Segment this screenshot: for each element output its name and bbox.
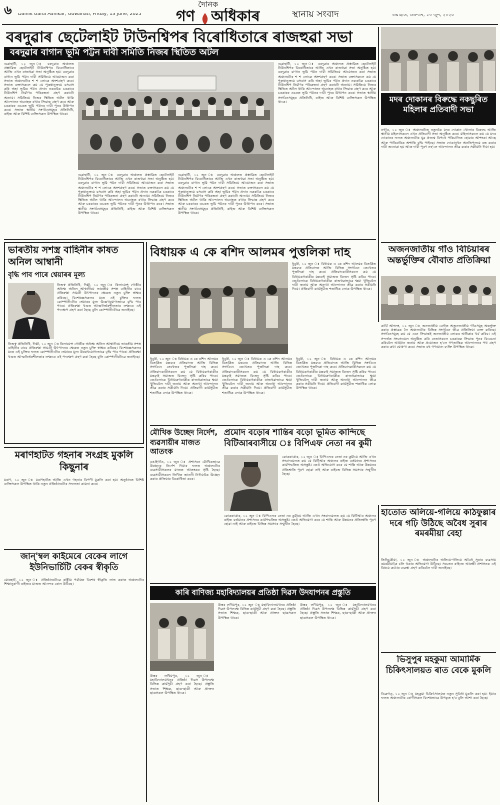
- lead-body-col1: গুৱাহাটী, ১২ জুন ঃ বৰদুৱাৰ অঞ্চলত প্ৰস্তাৱিত ছেটেলাইট টাউনশ্বিপৰ বিৰোধিতাৰে আজি এখন ৰাজহুৱা সভা অনুষ্ঠিত হয়। বৰদুৱাৰ বাগান ভূমি পট্টন দাবী সমিতিয়ে আয়োজন কৰা সভাত অঞ্চলটোৰ শ শ লোকে অংশগ্ৰহণ কৰে। সভাত বক্তাসকলে কয় যে পুৰুষানুক্ৰমে বসবাস কৰি অহা ভূমিৰ পট্টন প্ৰদান নকৰাকৈ চৰকাৰে টাউনশ্বিপ নিৰ্মাণৰ পৰিকল্পনা গ্ৰহণ কৰাটো অন্যায়। সমিতিয়ে নিজৰ স্থিতিত অটল থাকি আন্দোলন অব্যাহত ৰখাৰ সিদ্ধান্ত গ্ৰহণ কৰে আৰু চৰকাৰৰ ওচৰত ভূমি পট্টনৰ দাবী পুনৰ উত্থাপন কৰে। সভাত স্থানীয় সংগঠনসমূহৰ প্ৰতিনিধি, ৰাইজ আৰু বিশিষ্ট ব্যক্তিসকল উপস্থিত থাকে।: [4, 62, 74, 117]
- left-low2-headline: জান্'ম্বল কাইমেৰে বেকেৰ লাগে ইউনিভাৰ্চিটি বেকৰ স্বীকৃতি: [20, 552, 128, 573]
- paper-name-part2: অধিকাৰ: [211, 8, 260, 25]
- bottom-right-top-rule: [381, 652, 496, 653]
- lead-body-col3: গুৱাহাটী, ১২ জুন ঃ বৰদুৱাৰ অঞ্চলত প্ৰস্তাৱিত ছেটেলাইট টাউনশ্বিপৰ বিৰোধিতাৰে আজি এখন ৰাজহুৱা সভা অনুষ্ঠিত হয়। বৰদুৱাৰ বাগান ভূমি পট্টন দাবী সমিতিয়ে আয়োজন কৰা সভাত অঞ্চলটোৰ শ শ লোকে অংশগ্ৰহণ কৰে। সভাত বক্তাসকলে কয় যে পুৰুষানুক্ৰমে বসবাস কৰি অহা ভূমিৰ পট্টন প্ৰদান নকৰাকৈ চৰকাৰে টাউনশ্বিপ নিৰ্মাণৰ পৰিকল্পনা গ্ৰহণ কৰাটো অন্যায়। সমিতিয়ে নিজৰ স্থিতিত অটল থাকি আন্দোলন অব্যাহত ৰখাৰ সিদ্ধান্ত গ্ৰহণ কৰে আৰু চৰকাৰৰ ওচৰত ভূমি পট্টনৰ দাবী পুনৰ উত্থাপন কৰে। সভাত স্থানীয় সংগঠনসমূহৰ প্ৰতিনিধি, ৰাইজ আৰু বিশিষ্ট ব্যক্তিসকল উপস্থিত থাকে।: [178, 173, 274, 215]
- mid-right-body-col2: কোকৰাঝাৰ, ১২ জুন ঃ বিপিএফৰ নেতা নৰ কুমীয়ে আজি এখন সংবাদমেলত কয় যে বিটিআৰ অঞ্চলৰ ৰাইজ বৰ্তমানৰ প্ৰশাসনৰ কাৰ্যপদ্ধতিত অসন্তুষ্ট। তেওঁ অভিযোগ কৰে যে শান্তি আৰু উন্নয়নৰ প্ৰতিশ্ৰুতি পূৰণ হোৱা নাই আৰু ৰাইজে বিভিন্ন সমস্যাৰ সন্মুখীন হৈছে।: [224, 514, 376, 527]
- bottom-center-headline: কাৰি বাণিজ্য মহাবিদ্যালয়ৰ প্ৰতিষ্ঠা দিৱস উদযাপনৰ প্ৰস্তুতি: [150, 586, 376, 600]
- lead-bottom-rule: [4, 239, 376, 240]
- left-low2-body: যোৰহাট, ১২ জুন ঃ প্ৰতিষ্ঠানটোৱে ৰাষ্ট্ৰীয় পৰ্যায়ত বিশেষ স্বীকৃতি লাভ কৰাত অঞ্চলটোৰ শিক্ষানুৰাগী ৰাইজৰ মাজত আনন্দৰ ৰোল উঠিছে।: [4, 578, 144, 587]
- vertical-rule-right: [378, 27, 379, 322]
- left-low-top-rule: [4, 447, 144, 448]
- ambani-body: নিজস্ব প্ৰতিনিধি, দিল্লী, ১২ জুন ঃ ৰিলায়েন্স গোষ্ঠীৰ অধ্যক্ষ অনিল আম্বানীয়ে ভাৰতীয় সশস্ত্ৰ বাহিনীৰ বাবে প্ৰতিৰক্ষা সামগ্ৰী উৎপাদনৰ ক্ষেত্ৰত নতুন চুক্তি স্বাক্ষৰ কৰিছে। বিশেষজ্ঞসকলৰ মতে এই চুক্তিৰ ফলত কোম্পানীটোৰ শ্বেয়াৰৰ মূল্য উল্লেখযোগ্যভাৱে বৃদ্ধি পাব পাৰে। প্ৰতিৰক্ষা খণ্ডত আত্মনিৰ্ভৰশীলতাৰ লক্ষ্যৰে এই পদক্ষেপ গ্ৰহণ কৰা হৈছে বুলি কোম্পানীটোৱে জনাইছে।: [57, 283, 141, 313]
- right-mid-headline: অজনজাতীয় গাঁও বিচিয়াৰৰ অন্তৰ্ভুক্তিৰ বৌবাত প্ৰতিক্ৰিয়া: [387, 245, 491, 266]
- center-body-col4: ধুবুৰী, ১২ জুন ঃ বিধায়ক এ কে ৰশিদ আলমৰ বিতৰ্কিত মন্তব্যৰ প্ৰতিবাদত আজি বিভিন্ন সংগঠনে তেখেতৰ পুত্তলিকা দাহ কৰে। প্ৰতিবাদকাৰীসকলে কয় যে বিধায়কগৰাকীৰ মন্তব্যই সমাজত বিভেদ সৃষ্টি কৰিব পাৰে। তেওঁলোকে বিধায়কগৰাকীক ৰাজহুৱাভাৱে ক্ষমা খুজিবলৈ দাবী জনায় আৰু অন্যথা আন্দোলন তীব্ৰ কৰাৰ সকীয়নি দিয়ে। প্ৰতিবাদী কাৰ্যসূচীত শতাধিক লোক উপস্থিত থাকে।: [296, 357, 376, 391]
- center-body-col2: ধুবুৰী, ১২ জুন ঃ বিধায়ক এ কে ৰশিদ আলমৰ বিতৰ্কিত মন্তব্যৰ প্ৰতিবাদত আজি বিভিন্ন সংগঠনে তেখেতৰ পুত্তলিকা দাহ কৰে। প্ৰতিবাদকাৰীসকলে কয় যে বিধায়কগৰাকীৰ মন্তব্যই সমাজত বিভেদ সৃষ্টি কৰিব পাৰে। তেওঁলোকে বিধায়কগৰাকীক ৰাজহুৱাভাৱে ক্ষমা খুজিবলৈ দাবী জনায় আৰু অন্যথা আন্দোলন তীব্ৰ কৰাৰ সকীয়নি দিয়ে। প্ৰতিবাদী কাৰ্যসূচীত শতাধিক লোক উপস্থিত থাকে।: [150, 357, 218, 395]
- left-low2-top-rule: [4, 549, 144, 550]
- right-top-body: নগাঁও, ১২ জুন ঃ অঞ্চলটোত নতুনকৈ মদৰ দোকান খোলাৰ বিৰুদ্ধে আজি স্থানীয় মহিলাসকলে এখন প্ৰতিবাদী সভা অনুষ্ঠিত কৰে। মহিলাসকলে কয় যে মদৰ দোকানৰ ফলত অঞ্চলটোৰ যুৱ প্ৰজন্ম বিপথে পৰিচালিত হোৱাৰ আশংকা আছে আৰু পাৰিবাৰিক অশান্তি বৃদ্ধি পাইছে। সভাত দোকানখন অনতিপলমে বন্ধ কৰাৰ দাবী জনোৱা হয় আৰু দাবী পূৰণ নহ'লে আন্দোলন তীব্ৰ কৰাৰ সকীয়নি দিয়া হয়।: [381, 128, 496, 149]
- section-name: স্থানীয় সংবাদ: [292, 11, 339, 20]
- mid-right-photo: [224, 455, 278, 511]
- center-bottom-rule: [150, 425, 376, 426]
- bottom-center-body-col1: উত্তৰ লখিমপুৰ, ১২ জুন ঃ মহাবিদ্যালয়খনৰ প্ৰতিষ্ঠা দিৱস উপলক্ষে বিভিন্ন কাৰ্যসূচী গ্ৰহণ কৰা হৈছে। প্ৰস্তুতি সভাত শিক্ষক, ছাত্ৰ-ছাত্ৰী আৰু প্ৰাক্তন ছাত্ৰসকল উপস্থিত থাকে।: [218, 603, 296, 620]
- lead-subheadline: বৰদুৱাৰ বাগান ভূমি পট্টন দাবী সমিতি নিজৰ স্থিতিত অটল: [4, 47, 376, 60]
- right-top-bottom-rule: [381, 242, 496, 243]
- vertical-rule-left: [146, 242, 147, 802]
- mid-right-headline: প্ৰমোদ বড়োৰ শান্তিৰ বড়ো ভূমিত কান্দিছে বিটিআৰবাসীয়ে ঃ বিপিএফ নেতা নৰ কুমী: [224, 428, 372, 449]
- right-top-headline: মদৰ দোকানৰ বিৰুদ্ধে নকছুৰিত মহিলাৰ প্ৰতিবাদী সভা: [381, 93, 496, 125]
- right-top-photo: [381, 27, 496, 91]
- lead-photo: [78, 62, 274, 170]
- mid-left-headline: মৌখিক উচ্ছেদ নিৰ্দেশ, ব্যৱসায়ীৰ মাজত আতংক: [150, 428, 218, 456]
- assamese-dateline: গুৱাহাটী, শুক্ৰবাৰ, ১৩ জুন, ২০২৫: [392, 14, 455, 18]
- center-headline: বিধায়ক এ কে ৰশিদ আলমৰ পুত্তলিকা দাহ: [150, 245, 351, 259]
- mid-left-body: বঙাইগাঁও, ১২ জুন ঃ প্ৰশাসনে মৌখিকভাৱে উচ্ছেদৰ নিৰ্দেশ দিয়াৰ ফলত অঞ্চলটোৰ ব্যৱসায়ীসকলৰ মাজত আতংকৰ সৃষ্টি হৈছে। ব্যৱসায়ীসকলে লিখিত জাননী নিদিয়াকৈ উচ্ছেদ কৰাৰ প্ৰক্ৰিয়াৰ বিৰোধিতা কৰে।: [150, 460, 220, 481]
- lead-body-col2: গুৱাহাটী, ১২ জুন ঃ বৰদুৱাৰ অঞ্চলত প্ৰস্তাৱিত ছেটেলাইট টাউনশ্বিপৰ বিৰোধিতাৰে আজি এখন ৰাজহুৱা সভা অনুষ্ঠিত হয়। বৰদুৱাৰ বাগান ভূমি পট্টন দাবী সমিতিয়ে আয়োজন কৰা সভাত অঞ্চলটোৰ শ শ লোকে অংশগ্ৰহণ কৰে। সভাত বক্তাসকলে কয় যে পুৰুষানুক্ৰমে বসবাস কৰি অহা ভূমিৰ পট্টন প্ৰদান নকৰাকৈ চৰকাৰে টাউনশ্বিপ নিৰ্মাণৰ পৰিকল্পনা গ্ৰহণ কৰাটো অন্যায়। সমিতিয়ে নিজৰ স্থিতিত অটল থাকি আন্দোলন অব্যাহত ৰখাৰ সিদ্ধান্ত গ্ৰহণ কৰে আৰু চৰকাৰৰ ওচৰত ভূমি পট্টনৰ দাবী পুনৰ উত্থাপন কৰে। সভাত স্থানীয় সংগঠনসমূহৰ প্ৰতিনিধি, ৰাইজ আৰু বিশিষ্ট ব্যক্তিসকল উপস্থিত থাকে।: [78, 173, 174, 215]
- masthead-rule: [2, 24, 498, 25]
- ambani-box: [4, 242, 144, 444]
- mid-right-body-col1: কোকৰাঝাৰ, ১২ জুন ঃ বিপিএফৰ নেতা নৰ কুমীয়ে আজি এখন সংবাদমেলত কয় যে বিটিআৰ অঞ্চলৰ ৰাইজ বৰ্তমানৰ প্ৰশাসনৰ কাৰ্যপদ্ধতিত অসন্তুষ্ট। তেওঁ অভিযোগ কৰে যে শান্তি আৰু উন্নয়নৰ প্ৰতিশ্ৰুতি পূৰণ হোৱা নাই আৰু ৰাইজে বিভিন্ন সমস্যাৰ সন্মুখীন হৈছে।: [282, 455, 376, 476]
- right-mid-photo: [381, 276, 496, 320]
- bottom-center-body-col0: উত্তৰ লখিমপুৰ, ১২ জুন ঃ মহাবিদ্যালয়খনৰ প্ৰতিষ্ঠা দিৱস উপলক্ষে বিভিন্ন কাৰ্যসূচী গ্ৰহণ কৰা হৈছে। প্ৰস্তুতি সভাত শিক্ষক, ছাত্ৰ-ছাত্ৰী আৰু প্ৰাক্তন ছাত্ৰসকল উপস্থিত থাকে।: [150, 674, 214, 695]
- lead-headline: বৰদুৱাৰ ছেটেলাইট টাউনশ্বিপৰ বিৰোধিতাৰে ৰাজহুৱা সভা: [6, 28, 353, 46]
- right-mid-body: কাৰ্বি আংলং, ১২ জুন ঃ জনজাতীয় বেল্টত অজনজাতীয় গাঁওসমূহ অন্তৰ্ভুক্ত কৰাৰ প্ৰস্তাৱক লৈ অঞ্চলটোৰ বিভিন্ন সংগঠনে তীব্ৰ প্ৰতিক্ৰিয়া ব্যক্ত কৰিছে। সংগঠনসমূহে কয় যে এনে সিদ্ধান্তই জনজাতীয় লোকৰ অধিকাৰ খৰ্ব কৰিব। এই সন্দৰ্ভত সংবাদমেল অনুষ্ঠিত কৰি নেতাসকলে চৰকাৰক সিদ্ধান্ত পুনৰ বিবেচনা কৰিবলৈ আহ্বান জনায় আৰু প্ৰয়োজন হ'লে গণতান্ত্ৰিক আন্দোলনৰ পথ গ্ৰহণ কৰাৰ কথা ঘোষণা কৰে। সভাত বহু গণ্যমান্য ব্যক্তি উপস্থিত থাকে।: [381, 324, 496, 350]
- ambani-subheadline: বৃদ্ধি পাব পাৰে শ্বেয়াৰৰ মূল্য: [8, 271, 85, 279]
- vertical-rule-right-low: [378, 505, 379, 802]
- paper-name-part1: গণ: [176, 8, 195, 25]
- bottom-right-body: ডিব্ৰুগড়, ১২ জুন ঃ মহকুমা চিকিৎসালয়ত নতুন সুবিধা মুকলি কৰা হয়। ইয়াৰ ফলত অঞ্চলটোৰ ৰোগীসকল বিশেষভাৱে উপকৃত হ'ব বুলি আশা কৰা হৈছে।: [381, 692, 496, 701]
- center-photo: [150, 262, 288, 354]
- english-dateline: Dainik Gana Adhikar, Guwahati, Friday, 13 June, 2025: [18, 13, 142, 17]
- right-low-top-rule: [381, 505, 496, 506]
- ambani-photo: [8, 283, 54, 339]
- center-body-col1: ধুবুৰী, ১২ জুন ঃ বিধায়ক এ কে ৰশিদ আলমৰ বিতৰ্কিত মন্তব্যৰ প্ৰতিবাদত আজি বিভিন্ন সংগঠনে তেখেতৰ পুত্তলিকা দাহ কৰে। প্ৰতিবাদকাৰীসকলে কয় যে বিধায়কগৰাকীৰ মন্তব্যই সমাজত বিভেদ সৃষ্টি কৰিব পাৰে। তেওঁলোকে বিধায়কগৰাকীক ৰাজহুৱাভাৱে ক্ষমা খুজিবলৈ দাবী জনায় আৰু অন্যথা আন্দোলন তীব্ৰ কৰাৰ সকীয়নি দিয়ে। প্ৰতিবাদী কাৰ্যসূচীত শতাধিক লোক উপস্থিত থাকে।: [292, 262, 376, 292]
- bottom-center-photo: [150, 603, 214, 671]
- ambani-body-cont: নিজস্ব প্ৰতিনিধি, দিল্লী, ১২ জুন ঃ ৰিলায়েন্স গোষ্ঠীৰ অধ্যক্ষ অনিল আম্বানীয়ে ভাৰতীয় সশস্ত্ৰ বাহিনীৰ বাবে প্ৰতিৰক্ষা সামগ্ৰী উৎপাদনৰ ক্ষেত্ৰত নতুন চুক্তি স্বাক্ষৰ কৰিছে। বিশেষজ্ঞসকলৰ মতে এই চুক্তিৰ ফলত কোম্পানীটোৰ শ্বেয়াৰৰ মূল্য উল্লেখযোগ্যভাৱে বৃদ্ধি পাব পাৰে। প্ৰতিৰক্ষা খণ্ডত আত্মনিৰ্ভৰশীলতাৰ লক্ষ্যৰে এই পদক্ষেপ গ্ৰহণ কৰা হৈছে বুলি কোম্পানীটোৱে জনাইছে।: [8, 342, 141, 359]
- ambani-headline: ভাৰতীয় সশস্ত্ৰ বাহিনীৰ কাষত অনিল আম্বানী: [8, 245, 119, 268]
- right-low-body: তিনিচুকীয়া, ১২ জুন ঃ অঞ্চলটোৰ অলিয়ে-গলিয়ে অবৈধ সুৰাৰ ব্যৱসায় ৰমৰমীয়াকৈ চলি থকাৰ অভিযোগ উঠিছে। সচেতন ৰাইজে আৰক্ষী প্ৰশাসনক এই বিষয়ে কঠোৰ ব্যৱস্থা গ্ৰহণ কৰিবলৈ দাবী জনাইছে।: [381, 558, 496, 571]
- bottom-right-headline: ভিসুপুৰ মহকুমা আমাৰ্মিক চিকিৎসালয়ত ৰাত বেকে মুকলি: [385, 655, 492, 676]
- bottom-center-top-rule: [150, 583, 376, 584]
- bottom-center-body-col2: উত্তৰ লখিমপুৰ, ১২ জুন ঃ মহাবিদ্যালয়খনৰ প্ৰতিষ্ঠা দিৱস উপলক্ষে বিভিন্ন কাৰ্যসূচী গ্ৰহণ কৰা হৈছে। প্ৰস্তুতি সভাত শিক্ষক, ছাত্ৰ-ছাত্ৰী আৰু প্ৰাক্তন ছাত্ৰসকল উপস্থিত থাকে।: [300, 603, 376, 620]
- left-low1-body: মৰাণ, ১২ জুন ঃ মৰাণহাটত আজি এখন গহনাৰ বিপণী মুকলি কৰা হয়। অনুষ্ঠানত বিশিষ্ট ব্যক্তিসকল উপস্থিত থাকি নতুন প্ৰতিষ্ঠানটোৰ সফলতা কামনা কৰে।: [4, 478, 144, 487]
- paper-name-top: দৈনিক: [198, 1, 219, 9]
- lead-body-col4: গুৱাহাটী, ১২ জুন ঃ বৰদুৱাৰ অঞ্চলত প্ৰস্তাৱিত ছেটেলাইট টাউনশ্বিপৰ বিৰোধিতাৰে আজি এখন ৰাজহুৱা সভা অনুষ্ঠিত হয়। বৰদুৱাৰ বাগান ভূমি পট্টন দাবী সমিতিয়ে আয়োজন কৰা সভাত অঞ্চলটোৰ শ শ লোকে অংশগ্ৰহণ কৰে। সভাত বক্তাসকলে কয় যে পুৰুষানুক্ৰমে বসবাস কৰি অহা ভূমিৰ পট্টন প্ৰদান নকৰাকৈ চৰকাৰে টাউনশ্বিপ নিৰ্মাণৰ পৰিকল্পনা গ্ৰহণ কৰাটো অন্যায়। সমিতিয়ে নিজৰ স্থিতিত অটল থাকি আন্দোলন অব্যাহত ৰখাৰ সিদ্ধান্ত গ্ৰহণ কৰে আৰু চৰকাৰৰ ওচৰত ভূমি পট্টনৰ দাবী পুনৰ উত্থাপন কৰে। সভাত স্থানীয় সংগঠনসমূহৰ প্ৰতিনিধি, ৰাইজ আৰু বিশিষ্ট ব্যক্তিসকল উপস্থিত থাকে।: [278, 62, 376, 104]
- left-low1-headline: মৰাণহাটত গহনাৰ সংগ্ৰহ মুকলি কিছুনাৰ: [14, 450, 134, 473]
- right-low-headline: হাতোত অলিয়ে-গলিয়ে কাঠফুল্লাৰ দৰে গঢ়ি উঠিছে অবৈধ সুৰাৰ ৰমৰমীয়া বেহা: [381, 508, 496, 539]
- page-number: ৬: [4, 4, 12, 17]
- center-body-col3: ধুবুৰী, ১২ জুন ঃ বিধায়ক এ কে ৰশিদ আলমৰ বিতৰ্কিত মন্তব্যৰ প্ৰতিবাদত আজি বিভিন্ন সংগঠনে তেখেতৰ পুত্তলিকা দাহ কৰে। প্ৰতিবাদকাৰীসকলে কয় যে বিধায়কগৰাকীৰ মন্তব্যই সমাজত বিভেদ সৃষ্টি কৰিব পাৰে। তেওঁলোকে বিধায়কগৰাকীক ৰাজহুৱাভাৱে ক্ষমা খুজিবলৈ দাবী জনায় আৰু অন্যথা আন্দোলন তীব্ৰ কৰাৰ সকীয়নি দিয়ে। প্ৰতিবাদী কাৰ্যসূচীত শতাধিক লোক উপস্থিত থাকে।: [222, 357, 292, 395]
- paper-logo-mark: [200, 10, 210, 22]
